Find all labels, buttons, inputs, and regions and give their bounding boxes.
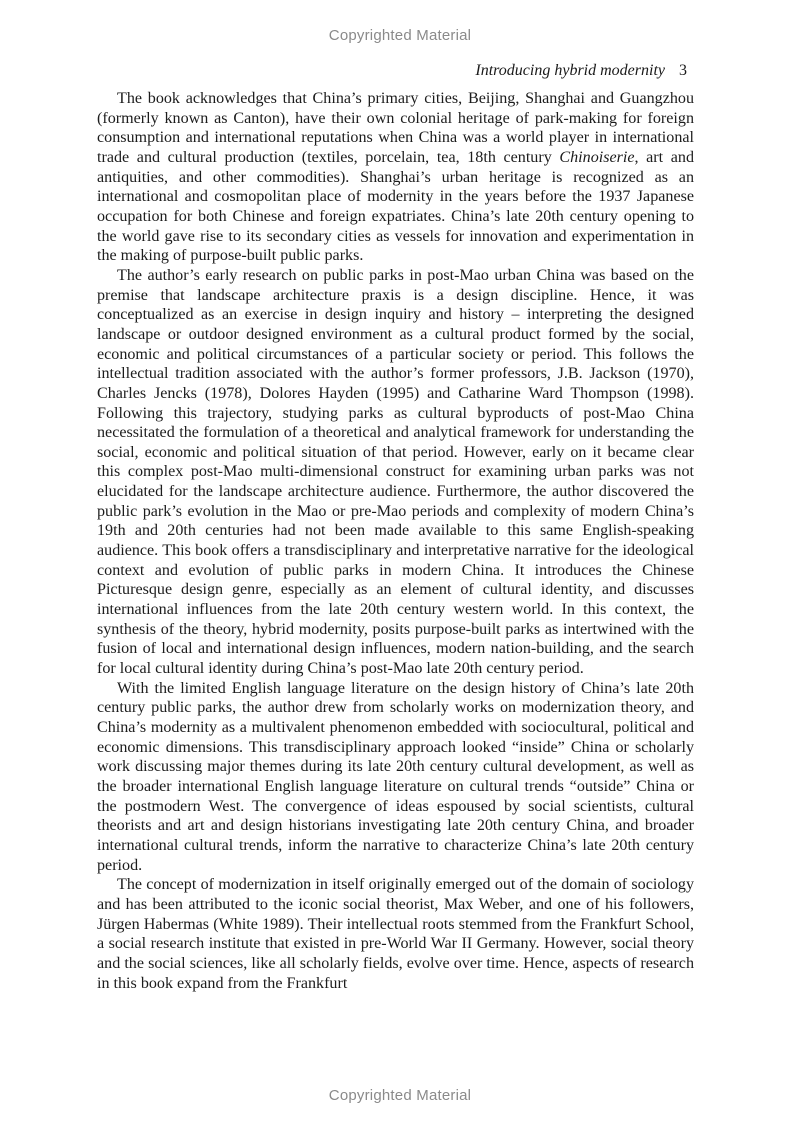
- paragraph-3: With the limited English language literature on the design history of China’s late 20th century public parks, the author drew from scholarly works on modernization theory, and China’s modernity as a multivalent phenomenon embedded with sociocultural, political and economic dimensions. This transdisciplinary approach looked “inside” China or scholarly work discussing major themes during its late 20th century cultural development, as well as the broader international English language literature on cultural trends “outside” China or the postmodern West. The convergence of ideas espoused by social scientists, cultural theorists and art and design historians investigating late 20th century China, and broader international cultural trends, inform the narrative to characterize China’s late 20th century period.: [97, 679, 694, 874]
- paragraph-4: The concept of modernization in itself originally emerged out of the domain of sociology and has been attributed to the iconic social theorist, Max Weber, and one of his followers, Jürgen Habermas (White 1989). Their intellectual roots stemmed from the Frankfurt School, a social research institute that existed in pre-World War II Germany. However, social theory and the social sciences, like all scholarly fields, evolve over time. Hence, aspects of research in this book expand from the Frankfurt: [97, 876, 694, 992]
- paragraph-1: [97, 89, 694, 266]
- copyright-watermark-bottom: Copyrighted Material: [328, 1087, 472, 1104]
- paragraph-1-italic-term: Chinoiserie: [559, 148, 635, 166]
- body-text: [97, 89, 694, 993]
- paragraph-1-before: The book acknowledges that China’s primary cities, Beijing, Shanghai and Guangzhou (formerly known as Canton), have their own colonial heritage of park-making for foreign consumption and international reputations when China was a world player in international trade and cultural production (textiles, porcelain, tea, 18th century: [97, 90, 694, 166]
- running-head-title: Introducing hybrid modernity: [475, 62, 665, 79]
- running-head: [475, 62, 687, 80]
- page-number: 3: [679, 62, 687, 79]
- paragraph-2: The author’s early research on public parks in post-Mao urban China was based on the premise that landscape architecture praxis is a design discipline. Hence, it was conceptualized as an exercise in design inquiry and history – interpreting the designed landscape or outdoor designed environment as a cultural product formed by the social, economic and political circumstances of a particular society or period. This follows the intellectual tradition associated with the author’s former professors, J.B. Jackson (1970), Charles Jencks (1978), Dolores Hayden (1995) and Catharine Ward Thompson (1998). Following this trajectory, studying parks as cultural byproducts of post-Mao China necessitated the formulation of a theoretical and analytical framework for understanding the social, economic and political situation of that period. However, early on it became clear this complex post-Mao multi-dimensional construct for examining urban parks was not elucidated for the landscape architecture audience. Furthermore, the author discovered the public park’s evolution in the Mao or pre-Mao periods and complexity of modern China’s 19th and 20th centuries had not been made available to this same English-speaking audience. This book offers a transdisciplinary and interpretative narrative for the ideological context and evolution of public parks in modern China. It introduces the Chinese Picturesque design genre, especially as an element of cultural identity, and discusses international influences from the late 20th century western world. In this context, the synthesis of the theory, hybrid modernity, posits purpose-built parks as intertwined with the fusion of local and international design influences, modern nation-building, and the search for local cultural identity during China’s post-Mao late 20th century period.: [97, 266, 694, 678]
- copyright-watermark-top: Copyrighted Material: [328, 27, 472, 44]
- paragraph-1-after: , art and antiquities, and other commodities). Shanghai’s urban heritage is recognized as an international and cosmopolitan place of modernity in the years before the 1937 Japanese occupation for both Chinese and foreign expatriates. China’s late 20th century opening to the world gave rise to its secondary cities as vessels for innovation and experimentation in the making of purpose-built public parks.: [97, 148, 694, 265]
